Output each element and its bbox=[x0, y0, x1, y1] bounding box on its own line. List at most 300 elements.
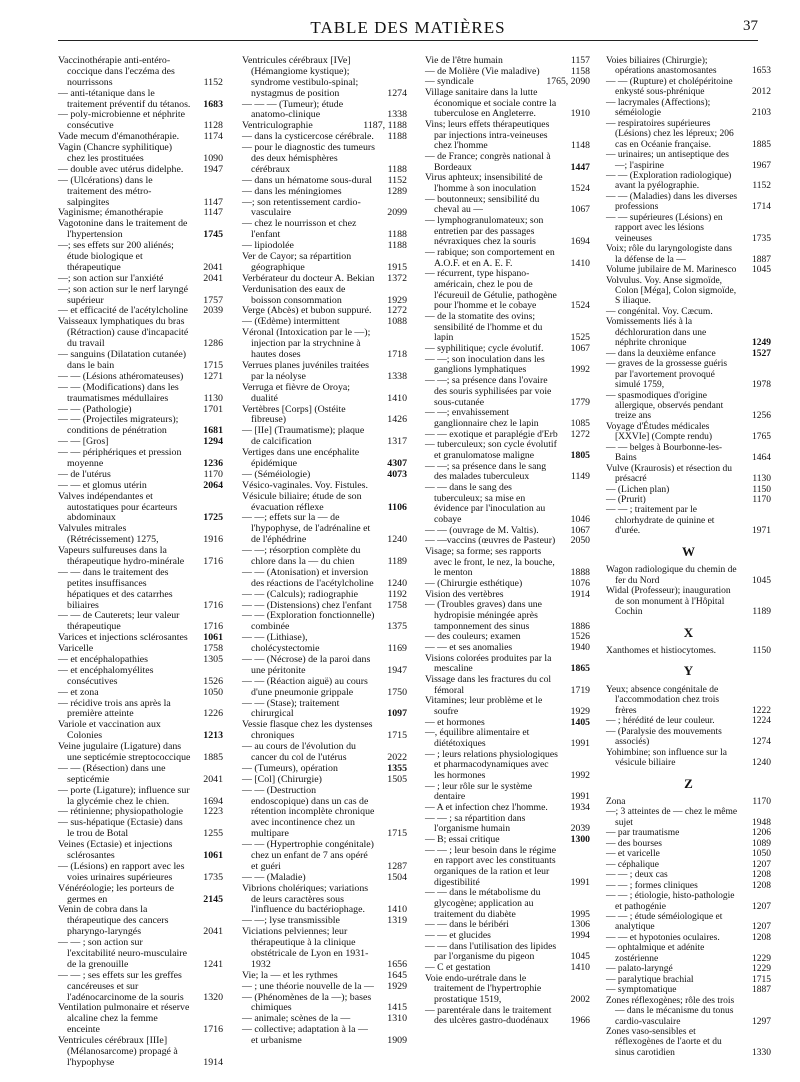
entry-text: — céphalique bbox=[606, 859, 660, 870]
entry-text: Voix; rôle du laryngologiste dans la défense de la — bbox=[606, 244, 732, 265]
entry-text: — des bourses bbox=[606, 838, 662, 849]
index-entry bbox=[58, 699, 223, 721]
entry-page-number: 1947 bbox=[203, 163, 223, 175]
entry-text: — symptomatique bbox=[606, 985, 677, 996]
entry-page-number: 1274 bbox=[752, 737, 771, 748]
entry-page-number: 1410 bbox=[570, 257, 590, 269]
entry-text: — et hormones bbox=[425, 716, 485, 728]
entry-text: — — (Destruction endoscopique) dans un cas de rétention incomplète chronique avec incontinence chez un multipare bbox=[242, 784, 375, 840]
entry-page-number: 1719 bbox=[570, 684, 590, 696]
entry-text: — — (Résection) dans une septicémie bbox=[58, 762, 166, 785]
entry-text: — — ; étiologie, histo-pathologie et pathogénie bbox=[606, 891, 735, 912]
entry-text: — [Col] (Chirurgie) bbox=[242, 773, 322, 785]
entry-text: — — périphériques et pression moyenne bbox=[58, 447, 182, 469]
entry-text: — pour le diagnostic des tumeurs des deux hémisphères cérébraux bbox=[242, 142, 376, 175]
entry-page-number: 1967 bbox=[752, 160, 771, 171]
entry-text: — A et infection chez l'homme. bbox=[425, 802, 548, 814]
entry-page-number: 1715 bbox=[387, 730, 407, 742]
index-entry bbox=[425, 1006, 590, 1027]
entry-page-number: 1887 bbox=[752, 254, 771, 265]
entry-page-number: 2041 bbox=[203, 773, 223, 785]
index-entry bbox=[606, 171, 771, 192]
entry-page-number: 1150 bbox=[752, 646, 771, 657]
index-entry bbox=[606, 391, 771, 422]
entry-text: — ; une théorie nouvelle de la — bbox=[242, 980, 374, 992]
index-column-4 bbox=[606, 56, 771, 1058]
entry-page-number: 1694 bbox=[203, 795, 223, 807]
entry-text: — —; envahissement ganglionnaire chez le lapin bbox=[425, 407, 539, 429]
entry-page-number: 1050 bbox=[752, 849, 771, 860]
index-entry bbox=[58, 89, 223, 111]
index-entry bbox=[242, 198, 407, 220]
entry-page-number: 1887 bbox=[752, 985, 771, 996]
index-entry bbox=[425, 974, 590, 1006]
index-column-3 bbox=[425, 56, 590, 1027]
entry-text: — — exotique et paraplégie d'Erb bbox=[425, 428, 558, 440]
entry-text: — (Phénomènes de la —); bases chimiques bbox=[242, 991, 372, 1014]
entry-page-number: 1716 bbox=[203, 621, 223, 633]
entry-text: Vie de l'être humain bbox=[425, 55, 503, 66]
entry-text: Vertiges dans une encéphalite épidémique bbox=[242, 447, 360, 469]
entry-page-number: 1410 bbox=[570, 962, 590, 974]
entry-page-number: 1410 bbox=[387, 904, 407, 916]
entry-page-number: 1222 bbox=[752, 705, 771, 716]
index-entry bbox=[425, 782, 590, 803]
section-letter: Y bbox=[683, 663, 694, 679]
index-column-1 bbox=[58, 56, 223, 1069]
entry-text: — —; résorption complète du chlore dans la — du chien bbox=[242, 545, 361, 567]
entry-text: — — de Cauterets; leur valeur thérapeutique bbox=[58, 610, 180, 633]
entry-page-number: 1464 bbox=[752, 453, 771, 464]
entry-text: Visage; sa forme; ses rapports avec le front, le nez, la bouche, le menton bbox=[425, 545, 555, 579]
entry-page-number: 1991 bbox=[570, 876, 590, 888]
entry-page-number: 1735 bbox=[752, 233, 771, 244]
entry-page-number: 1338 bbox=[387, 370, 407, 382]
entry-page-number: 1106 bbox=[387, 501, 407, 513]
index-entry bbox=[58, 110, 223, 132]
entry-page-number: 1256 bbox=[752, 411, 771, 422]
entry-page-number: 1192 bbox=[387, 588, 407, 600]
index-entry bbox=[58, 1003, 223, 1036]
entry-text: — — supérieures (Lésions) en rapport avec les lésions veineuses bbox=[606, 212, 723, 244]
entry-page-number: 2022 bbox=[387, 752, 407, 763]
index-entry bbox=[606, 422, 771, 443]
entry-text: — — dans le sang des tuberculeux; sa mise en évidence par l'inoculation au cobaye bbox=[425, 481, 546, 525]
entry-text: — urinaires; un antiseptique des —; l'aspirine bbox=[606, 150, 729, 171]
entry-page-number: 1050 bbox=[203, 686, 223, 698]
entry-text: — — ; son action sur l'excitabilité neuro-musculaire de la grenouille bbox=[58, 937, 187, 970]
entry-text: Vertèbres [Corps] (Ostéite fibreuse) bbox=[242, 403, 346, 426]
entry-text: — — [Gros] bbox=[58, 436, 109, 448]
entry-page-number: 1716 bbox=[203, 1024, 223, 1036]
entry-page-number: 1320 bbox=[203, 991, 223, 1003]
entry-text: Xanthomes et histiocytomes. bbox=[606, 646, 717, 657]
index-entry bbox=[606, 276, 771, 307]
entry-text: Ventricules cérébraux [IIIe] (Mélanosarcome) propagé à l'hypophyse bbox=[58, 1035, 178, 1068]
index-entry bbox=[606, 996, 771, 1027]
entry-page-number: 1206 bbox=[752, 828, 771, 839]
entry-page-number: 2064 bbox=[203, 479, 223, 491]
index-entry bbox=[606, 685, 771, 716]
entry-text: — (Prurit) bbox=[606, 495, 646, 506]
entry-text: — (Tumeurs), opération bbox=[242, 762, 338, 774]
entry-text: — de France; congrès national à Bordeaux bbox=[425, 151, 551, 173]
entry-page-number: 1158 bbox=[570, 65, 590, 77]
index-entry bbox=[58, 448, 223, 470]
entry-text: Ventricules cérébraux [IVe] (Hémangiome kystique); syndrome vestibulo-spinal; nystagmus de position bbox=[242, 55, 359, 99]
entry-text: — ; leurs relations physiologiques et pharmacodynamiques avec les hormones bbox=[425, 748, 558, 782]
entry-text: — —vaccins (œuvres de Pasteur) bbox=[425, 535, 556, 547]
index-entry bbox=[242, 568, 407, 590]
entry-page-number: 1089 bbox=[752, 838, 771, 849]
entry-page-number: 2103 bbox=[752, 108, 771, 119]
index-entry bbox=[58, 176, 223, 209]
entry-page-number: 1287 bbox=[387, 860, 407, 872]
index-entry bbox=[606, 943, 771, 964]
entry-text: — et zona bbox=[58, 686, 99, 698]
entry-text: — — dans le métabolisme du glycogène; application au traitement du diabète bbox=[425, 887, 541, 920]
index-entry bbox=[58, 241, 223, 274]
entry-page-number: 1207 bbox=[752, 859, 771, 870]
entry-text: Voie endo-urétrale dans le traitement de l'hypertrophie prostatique 1519, bbox=[425, 972, 542, 1006]
entry-text: Vésico-vaginales. Voy. Fistules. bbox=[242, 479, 368, 491]
entry-page-number: 1914 bbox=[570, 588, 590, 600]
entry-text: —; son action sur l'anxiété bbox=[58, 272, 164, 284]
entry-text: — (Ulcérations) dans le traitement des métro-salpingites bbox=[58, 174, 153, 208]
entry-text: Village sanitaire dans la lutte économique et sociale contre la tuberculose en Angleterre. bbox=[425, 87, 557, 120]
index-entry bbox=[58, 383, 223, 405]
entry-page-number: 1978 bbox=[752, 380, 771, 391]
index-entry bbox=[606, 912, 771, 933]
entry-page-number: 1415 bbox=[387, 1002, 407, 1014]
entry-text: Verdunisation des eaux de boisson consommation bbox=[242, 283, 346, 306]
index-entry bbox=[58, 666, 223, 688]
entry-text: Ventilation pulmonaire et réserve alcaline chez la femme enceinte bbox=[58, 1002, 190, 1036]
entry-text: — anti-tétanique dans le traitement préventif du tétanos. bbox=[58, 87, 191, 110]
index-entry bbox=[425, 216, 590, 248]
index-entry bbox=[606, 485, 771, 495]
entry-text: Varices et injections sclérosantes bbox=[58, 632, 188, 644]
entry-page-number: 1240 bbox=[387, 577, 407, 589]
entry-text: — — (Maladie) bbox=[242, 871, 306, 883]
entry-text: Volvulus. Voy. Anse sigmoïde, Colon [Méga], Colon sigmoïde, S iliaque. bbox=[606, 275, 737, 307]
entry-text: — — et glomus utérin bbox=[58, 479, 147, 491]
index-entry bbox=[606, 586, 771, 617]
entry-page-number: 1274 bbox=[387, 87, 407, 99]
entry-text: Vibrions cholériques; variations de leurs caractères sous l'influence du bactériophage. bbox=[242, 882, 369, 916]
entry-text: Vade mecum d'émanothérapie. bbox=[58, 131, 180, 143]
entry-page-number: 1207 bbox=[752, 901, 771, 912]
entry-page-number: 1300 bbox=[570, 834, 590, 846]
entry-page-number: 1297 bbox=[752, 1016, 771, 1027]
index-entry bbox=[606, 985, 771, 995]
entry-page-number: 1271 bbox=[203, 370, 223, 382]
entry-text: — — ; traitement par le chlorhydrate de quinine et d'urée. bbox=[606, 505, 715, 537]
entry-text: — dans un hématome sous-dural bbox=[242, 174, 372, 186]
entry-page-number: 1524 bbox=[570, 183, 590, 195]
entry-text: — récurrent, type hispano-américain, chez le pou de l'écureuil de Gétulie, pathogène pour l'homme et le cobaye bbox=[425, 268, 557, 312]
entry-page-number: 1715 bbox=[203, 359, 223, 371]
entry-text: — spasmodiques d'origine allergique, observés pendant treize ans bbox=[606, 390, 724, 422]
index-entry bbox=[58, 350, 223, 372]
entry-text: Vision des vertèbres bbox=[425, 588, 504, 600]
entry-page-number: 1317 bbox=[387, 436, 407, 448]
entry-text: Vulve (Kraurosis) et résection du présacré bbox=[606, 463, 733, 485]
entry-page-number: 1152 bbox=[387, 174, 407, 186]
entry-page-number: 1061 bbox=[203, 850, 223, 862]
entry-page-number: 1355 bbox=[387, 762, 407, 774]
index-entry bbox=[242, 405, 407, 427]
entry-text: Virus aphteux; insensibilité de l'homme à son inoculation bbox=[425, 172, 543, 195]
entry-page-number: 2041 bbox=[203, 926, 223, 938]
page-number: 37 bbox=[743, 18, 758, 34]
entry-page-number: 1505 bbox=[387, 773, 407, 785]
index-entry bbox=[425, 888, 590, 920]
entry-page-number: 1715 bbox=[387, 828, 407, 840]
page-title: TABLE DES MATIÈRES bbox=[310, 18, 506, 37]
entry-text: — B; essai critique bbox=[425, 834, 500, 846]
entry-page-number: 1338 bbox=[387, 109, 407, 121]
entry-page-number: 1152 bbox=[752, 181, 771, 192]
entry-page-number: 2099 bbox=[387, 207, 407, 219]
entry-page-number: 2041 bbox=[203, 272, 223, 284]
entry-text: Veine jugulaire (Ligature) dans une septicémie streptococcique bbox=[58, 741, 191, 763]
entry-text: — — (Lithiase), cholécystectomie bbox=[242, 632, 320, 655]
index-entry bbox=[58, 219, 223, 241]
entry-page-number: 1885 bbox=[752, 139, 771, 150]
entry-page-number: 1410 bbox=[387, 392, 407, 404]
entry-text: Zona bbox=[606, 797, 626, 807]
index-entry bbox=[242, 143, 407, 176]
entry-text: — — ; formes cliniques bbox=[606, 880, 698, 891]
entry-page-number: 1971 bbox=[752, 526, 771, 537]
entry-text: — dans la deuxième enfance bbox=[606, 348, 716, 359]
entry-page-number: 1272 bbox=[387, 305, 407, 317]
entry-page-number: 1948 bbox=[752, 817, 771, 828]
entry-text: — tuberculeux; son cycle évolutif et granulomatose maligne bbox=[425, 439, 557, 461]
index-entry bbox=[242, 56, 407, 100]
entry-text: — rétinienne; physiopathologie bbox=[58, 806, 184, 818]
entry-text: Zones vaso-sensibles et réflexogènes de l'aorte et du sinus carotidien bbox=[606, 1026, 722, 1058]
index-entry bbox=[425, 355, 590, 376]
entry-page-number: 1645 bbox=[387, 969, 407, 981]
index-entry bbox=[606, 192, 771, 213]
entry-text: — — (Réaction aiguë) au cours d'une pneumonie grippale bbox=[242, 675, 368, 698]
entry-text: Verbérateur du docteur A. Bekian bbox=[242, 272, 375, 284]
entry-text: Veines (Ectasie) et injections sclérosantes bbox=[58, 839, 173, 862]
entry-page-number: 1229 bbox=[752, 953, 771, 964]
entry-page-number: 1716 bbox=[203, 555, 223, 567]
index-entry bbox=[242, 927, 407, 971]
entry-text: Vaginisme; émanothérapie bbox=[58, 207, 164, 219]
index-entry bbox=[425, 483, 590, 526]
entry-page-number: 1526 bbox=[570, 631, 590, 643]
index-entry bbox=[58, 546, 223, 568]
index-entry bbox=[58, 568, 223, 612]
index-entry bbox=[242, 426, 407, 448]
index-entry bbox=[606, 933, 771, 943]
entry-text: — (Chirurgie esthétique) bbox=[425, 577, 523, 589]
index-entry bbox=[606, 839, 771, 849]
entry-text: Zones réflexogènes; rôle des trois — dans le mécanisme du tonus cardio-vasculaire bbox=[606, 995, 735, 1027]
entry-page-number: 1995 bbox=[570, 908, 590, 920]
index-entry bbox=[242, 328, 407, 361]
index-entry bbox=[425, 547, 590, 579]
entry-page-number: 2039 bbox=[203, 305, 223, 317]
entry-text: Voies biliaires (Chirurgie); opérations anastomosantes bbox=[606, 56, 717, 77]
index-entry bbox=[58, 840, 223, 862]
index-entry bbox=[58, 524, 223, 546]
entry-text: Wagon radiologique du chemin de fer du Nord bbox=[606, 565, 737, 586]
entry-page-number: 1148 bbox=[570, 140, 590, 152]
entry-page-number: 1310 bbox=[387, 1013, 407, 1025]
entry-page-number: 1236 bbox=[203, 457, 223, 469]
entry-page-number: 2039 bbox=[570, 823, 590, 835]
entry-text: — (Troubles graves) dans une hydropisie méningée après tamponnement des sinus bbox=[425, 599, 542, 632]
entry-page-number: 1061 bbox=[203, 632, 223, 644]
index-entry bbox=[425, 269, 590, 312]
entry-text: — —; son inoculation dans les ganglions lymphatiques bbox=[425, 353, 545, 376]
section-letter: Z bbox=[684, 775, 693, 791]
entry-page-number: 2145 bbox=[203, 893, 223, 905]
entry-text: — —; sa présence dans l'ovaire des souris syphilisées par voie sous-cutanée bbox=[425, 375, 552, 408]
index-entry bbox=[242, 611, 407, 633]
entry-text: — parentérale dans le traitement des ulcères gastro-duodénaux bbox=[425, 1004, 552, 1027]
entry-page-number: 1130 bbox=[752, 474, 771, 485]
index-entry bbox=[58, 938, 223, 971]
index-entry bbox=[242, 492, 407, 514]
entry-text: — paralytique brachial bbox=[606, 974, 694, 985]
entry-text: Vins; leurs effets thérapeutiques par injections intra-veineuses chez l'homme bbox=[425, 119, 550, 152]
entry-text: — — dans le traitement des petites insuffisances hépatiques et des catarrhes biliaires bbox=[58, 566, 173, 611]
entry-text: — de l'utérus bbox=[58, 468, 111, 480]
entry-page-number: 1076 bbox=[570, 577, 590, 589]
entry-page-number: 1681 bbox=[203, 425, 223, 437]
entry-text: Verrues planes juvéniles traitées par la néolyse bbox=[242, 359, 369, 382]
entry-page-number: 2002 bbox=[570, 994, 590, 1006]
entry-text: — —; lyse transmissible bbox=[242, 915, 340, 927]
index-entry bbox=[242, 655, 407, 677]
index-entry bbox=[242, 546, 407, 568]
entry-text: Vitamines; leur problème et le soufre bbox=[425, 695, 543, 717]
index-entry bbox=[606, 828, 771, 838]
entry-page-number: 1045 bbox=[570, 951, 590, 963]
entry-text: — sus-hépatique (Ectasie) dans le trou de Botal bbox=[58, 817, 183, 840]
index-entry bbox=[606, 464, 771, 485]
index-entry bbox=[606, 98, 771, 119]
index-entry bbox=[58, 818, 223, 840]
entry-page-number: 1701 bbox=[203, 403, 223, 415]
entry-text: —, équilibre alimentaire et diététoxiques bbox=[425, 727, 530, 749]
index-entry bbox=[425, 600, 590, 632]
entry-text: Vaccinothérapie anti-entéro-coccique dans l'eczéma des nourrissons bbox=[58, 55, 175, 88]
entry-text: — — (ouvrage de M. Valtis). bbox=[425, 524, 539, 536]
entry-page-number: 1991 bbox=[570, 791, 590, 803]
entry-page-number: 1375 bbox=[387, 621, 407, 633]
entry-text: Widal (Professeur); inauguration de son monument à l'Hôpital Cochin bbox=[606, 586, 731, 618]
entry-text: — récidive trois ans après la première atteinte bbox=[58, 697, 171, 720]
entry-page-number: 1170 bbox=[203, 468, 223, 480]
entry-text: Ventriculographie bbox=[242, 120, 313, 132]
entry-text: Véronal (Intoxication par le —); injection par la strychnine à hautes doses bbox=[242, 327, 371, 361]
entry-page-number: 1088 bbox=[387, 316, 407, 328]
entry-page-number: 1934 bbox=[570, 802, 590, 814]
index-entry bbox=[58, 415, 223, 437]
entry-text: — — ; étude séméiologique et analytique bbox=[606, 911, 723, 933]
index-entry bbox=[606, 860, 771, 870]
index-entry bbox=[58, 143, 223, 165]
entry-text: — (Séméiologie) bbox=[242, 468, 311, 480]
entry-page-number: 1208 bbox=[752, 870, 771, 881]
index-entry bbox=[58, 971, 223, 1004]
index-entry bbox=[425, 376, 590, 408]
entry-page-number: 1653 bbox=[752, 66, 771, 77]
index-entry bbox=[425, 173, 590, 194]
entry-text: Visions colorées produites par la mescaline bbox=[425, 652, 552, 675]
entry-page-number: 1929 bbox=[570, 705, 590, 717]
entry-page-number: 1240 bbox=[752, 758, 771, 769]
index-entry bbox=[606, 505, 771, 536]
index-entry bbox=[242, 699, 407, 721]
entry-page-number: 1994 bbox=[570, 930, 590, 942]
entry-page-number: 1718 bbox=[387, 349, 407, 361]
entry-page-number: 1886 bbox=[570, 620, 590, 632]
index-entry bbox=[242, 720, 407, 742]
entry-page-number: 1757 bbox=[203, 294, 223, 306]
entry-text: Viciations pelviennes; leur thérapeutique à la clinique obstétricale de Lyon en 1931-1932 bbox=[242, 926, 369, 970]
index-entry bbox=[425, 942, 590, 963]
index-entry bbox=[606, 150, 771, 171]
section-letter: W bbox=[682, 543, 695, 559]
entry-page-number: 1929 bbox=[387, 294, 407, 306]
entry-text: — et encéphalomyélites consécutives bbox=[58, 664, 154, 687]
entry-page-number: 1187, 1188 bbox=[363, 120, 407, 132]
entry-text: — et encéphalopathies bbox=[58, 653, 148, 665]
entry-page-number: 2041 bbox=[203, 261, 223, 273]
index-entry bbox=[425, 88, 590, 120]
entry-page-number: 1090 bbox=[203, 153, 223, 165]
entry-text: — — ; deux cas bbox=[606, 870, 668, 881]
entry-page-number: 1694 bbox=[570, 236, 590, 248]
entry-page-number: 1170 bbox=[752, 797, 771, 807]
entry-text: Valvules mitrales (Rétrécissement) 1275, bbox=[58, 523, 159, 546]
index-entry bbox=[242, 252, 407, 274]
entry-page-number: 1207 bbox=[752, 922, 771, 933]
entry-text: —; ses effets sur 200 aliénés; étude biologique et thérapeutique bbox=[58, 240, 174, 273]
index-entry bbox=[606, 797, 771, 807]
index-entry bbox=[425, 750, 590, 782]
entry-text: — — ; leur besoin dans le régime en rapport avec les constituants organiques de la ration et leur digestibilité bbox=[425, 844, 557, 888]
entry-page-number: 1991 bbox=[570, 738, 590, 749]
index-entry bbox=[58, 611, 223, 633]
entry-text: Vaisseaux lymphatiques du bras (Rétraction) cause d'incapacité du travail bbox=[58, 316, 189, 350]
entry-text: Verruga et fièvre de Oroya; dualité bbox=[242, 381, 351, 404]
entry-text: Venin de cobra dans la thérapeutique des cancers pharyngo-laryngés bbox=[58, 904, 169, 938]
index-entry bbox=[606, 565, 771, 586]
entry-page-number: 4073 bbox=[387, 468, 407, 480]
entry-text: — lacrymales (Affections); séméiologie bbox=[606, 97, 711, 119]
index-entry bbox=[606, 213, 771, 244]
entry-text: — palato-laryngé bbox=[606, 964, 673, 975]
entry-page-number: 1725 bbox=[203, 512, 223, 524]
entry-text: — rabique; son comportement en A.O.F. et en A. E. F. bbox=[425, 247, 555, 269]
entry-page-number: 1885 bbox=[203, 752, 223, 763]
entry-text: Varicelle bbox=[58, 643, 94, 655]
entry-text: — — dans l'utilisation des lipides par l'organisme du pigeon bbox=[425, 940, 557, 963]
index-entry bbox=[242, 448, 407, 470]
entry-page-number: 1524 bbox=[570, 300, 590, 312]
index-entry bbox=[58, 862, 223, 884]
